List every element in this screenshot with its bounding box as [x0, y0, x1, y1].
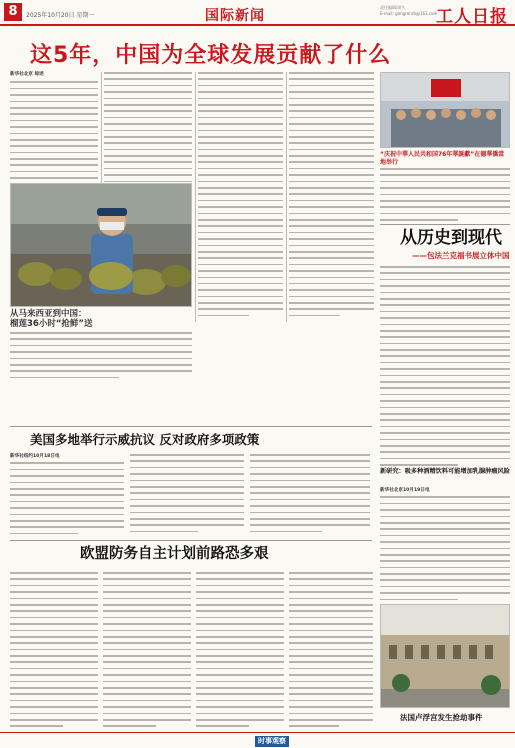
side-article-text [380, 488, 510, 605]
feature-subhead: ——包法兰克福书展立体中国 [412, 251, 510, 260]
louvre-photo [380, 604, 510, 708]
side-headline: 新研究：吸多种酒精饮料可能增加乳腺肿瘤风险 [380, 468, 510, 475]
ceremony-photo [380, 72, 510, 148]
eu-article-col-3 [196, 572, 284, 732]
lead-byline: 新华社北京 综述 [10, 72, 44, 77]
text-block [103, 572, 191, 727]
text-block [10, 462, 124, 534]
text-block [289, 572, 373, 727]
page-number: 8 [4, 3, 22, 21]
lead-article-col-3 [198, 72, 283, 321]
footer-badge: 时事观察 [255, 736, 289, 747]
text-block [130, 454, 244, 532]
feature-text [380, 266, 510, 471]
paper-logo: 工人日报 [436, 7, 508, 27]
section-rule [10, 426, 372, 427]
us-byline: 新华社纽约10月18日电 [10, 454, 60, 459]
text-block [289, 72, 374, 316]
issue-date: 2025年10月20日 星期一 [26, 12, 95, 19]
text-block [10, 572, 98, 727]
photo-caption-title-2: 榴莲36小时“抢鲜”送 [10, 319, 93, 329]
text-block [10, 332, 192, 378]
section-title: 国际新闻 [205, 8, 265, 24]
masthead [0, 0, 515, 26]
eu-article-col-1 [10, 572, 98, 732]
photo-caption-title: 从马来西亚到中国： [10, 309, 87, 319]
louvre-caption: 法国卢浮宫发生抢劫事件 [400, 713, 483, 722]
editor-line: E-mail: gongrenrb@163.com [380, 11, 438, 16]
column-rule [195, 72, 196, 322]
section-rule [10, 540, 372, 541]
photo-illustration [11, 184, 192, 307]
text-block [250, 454, 370, 532]
eu-article-col-4 [289, 572, 373, 732]
us-article-col-3 [250, 454, 370, 537]
text-block [380, 266, 510, 466]
footer-rule [0, 732, 515, 733]
us-headline: 美国多地举行示威抗议 反对政府多项政策 [30, 432, 260, 447]
editor-line: 责任编辑/胡久 [380, 5, 406, 10]
section-rule [380, 224, 510, 225]
lead-headline: 这5年，中国为全球发展贡献了什么 [30, 43, 392, 68]
feature-headline: 从历史到现代 [400, 228, 502, 248]
durian-worker-photo [10, 183, 192, 307]
photo-caption-text [10, 332, 192, 383]
eu-headline: 欧盟防务自主计划前路恐多艰 [80, 546, 269, 562]
text-block [196, 572, 284, 727]
text-block [380, 168, 510, 221]
brief-headline: “庆祝中華人民共和国76年華誕獻”在德華僑當地举行 [380, 151, 505, 166]
brief-text [380, 168, 510, 226]
photo-caption-block [10, 309, 192, 329]
us-article-col-2 [130, 454, 244, 537]
lead-article-col-4 [289, 72, 374, 321]
photo-illustration [381, 73, 510, 148]
column-rule [286, 72, 287, 322]
us-article-col-1 [10, 454, 124, 539]
editor-info [380, 5, 437, 17]
text-block [380, 496, 510, 600]
side-byline: 新华社北京10月19日电 [380, 488, 430, 493]
text-block [198, 72, 283, 316]
photo-illustration [381, 605, 510, 708]
eu-article-col-2 [103, 572, 191, 732]
